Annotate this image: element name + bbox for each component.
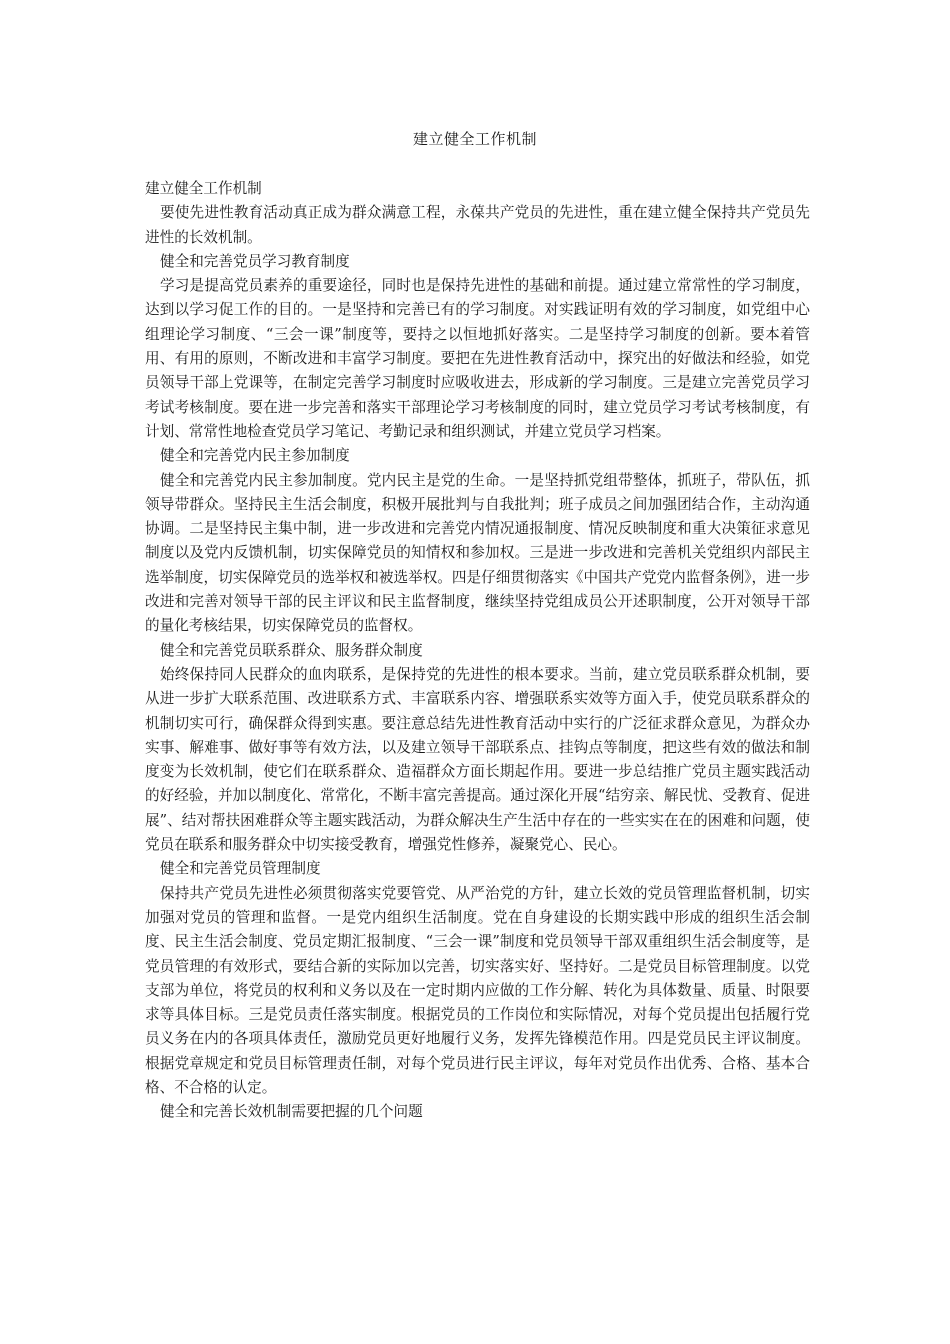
section-heading: 健全和完善长效机制需要把握的几个问题: [160, 1103, 423, 1121]
paragraph: 学习是提高党员素养的重要途径，同时也是保持先进性的基础和前提。通过建立常常性的学习制度，达到以学习促工作的目的。一是坚持和完善已有的学习制度。对实践证明有效的学习制度，如党组中心组理论学习制度、“三会一课”制度等，要持之以恒地抓好落实。二是坚持学习制度的创新。要本着管用、有用的原则，不断改进和丰富学习制度。要把在先进性教育活动中，探究出的好做法和经验，如党员领导干部上党课等，在制定完善学习制度时应吸收进去，形成新的学习制度。三是建立完善党员学习考试考核制度。要在进一步完善和落实干部理论学习考核制度的同时，建立党员学习考试考核制度，有计划、常常性地检查党员学习笔记、考勤记录和组织测试，并建立党员学习档案。: [145, 277, 810, 440]
page-title: 建立健全工作机制: [412, 130, 537, 148]
paragraph: 要使先进性教育活动真正成为群众满意工程，永葆共产党员的先进性，重在建立健全保持共产党员先进性的长效机制。: [145, 204, 810, 246]
section-heading: 健全和完善党员学习教育制度: [160, 252, 350, 270]
section-heading: 健全和完善党内民主参加制度: [160, 447, 350, 465]
paragraph: 保持共产党员先进性必须贯彻落实党要管党、从严治党的方针，建立长效的党员管理监督机制，切实加强对党员的管理和监督。一是党内组织生活制度。党在自身建设的长期实践中形成的组织生活会制度、民主生活会制度、党员定期汇报制度、“三会一课”制度和党员领导干部双重组织生活会制度等，是党员管理的有效形式，要结合新的实际加以完善，切实落实好、坚持好。二是党员目标管理制度。以党支部为单位，将党员的权利和义务以及在一定时期内应做的工作分解、转化为具体数量、质量、时限要求等具体目标。三是党员责任落实制度。根据党员的工作岗位和实际情况，对每个党员提出包括履行党员义务在内的各项具体责任，激励党员更好地履行义务，发挥先锋模范作用。四是党员民主评议制度。根据党章规定和党员目标管理责任制，对每个党员进行民主评议，每年对党员作出优秀、合格、基本合格、不合格的认定。: [145, 884, 810, 1096]
document-body: [145, 177, 810, 1125]
section-heading: 健全和完善党员联系群众、服务群众制度: [160, 641, 423, 659]
paragraph: 始终保持同人民群众的血肉联系，是保持党的先进性的根本要求。当前，建立党员联系群众机制，要从进一步扩大联系范围、改进联系方式、丰富联系内容、增强联系实效等方面入手，使党员联系群众的机制切实可行，确保群众得到实惠。要注意总结先进性教育活动中实行的广泛征求群众意见，为群众办实事、解难事、做好事等有效方法，以及建立领导干部联系点、挂钩点等制度，把这些有效的做法和制度变为长效机制，使它们在联系群众、造福群众方面长期起作用。要进一步总结推广党员主题实践活动的好经验，并加以制度化、常常化，不断丰富完善提高。通过深化开展“结穷亲、解民忧、受教育、促进展”、结对帮扶困难群众等主题实践活动，为群众解决生产生活中存在的一些实实在在的困难和问题，使党员在联系和服务群众中切实接受教育，增强党性修养，凝聚党心、民心。: [145, 665, 810, 854]
section-heading: 建立健全工作机制: [145, 180, 262, 197]
paragraph: 健全和完善党内民主参加制度。党内民主是党的生命。一是坚持抓党组带整体，抓班子，带队伍，抓领导带群众。坚持民主生活会制度，积极开展批判与自我批判；班子成员之间加强团结合作，主动沟通协调。二是坚持民主集中制，进一步改进和完善党内情况通报制度、情况反映制度和重大决策征求意见制度以及党内反馈机制，切实保障党员的知情权和参加权。三是进一步改进和完善机关党组织内部民主选举制度，切实保障党员的选举权和被选举权。四是仔细贯彻落实《中国共产党党内监督条例》，进一步改进和完善对领导干部的民主评议和民主监督制度，继续坚持党组成员公开述职制度，公开对领导干部的量化考核结果，切实保障党员的监督权。: [145, 471, 810, 635]
section-heading: 健全和完善党员管理制度: [160, 860, 321, 878]
